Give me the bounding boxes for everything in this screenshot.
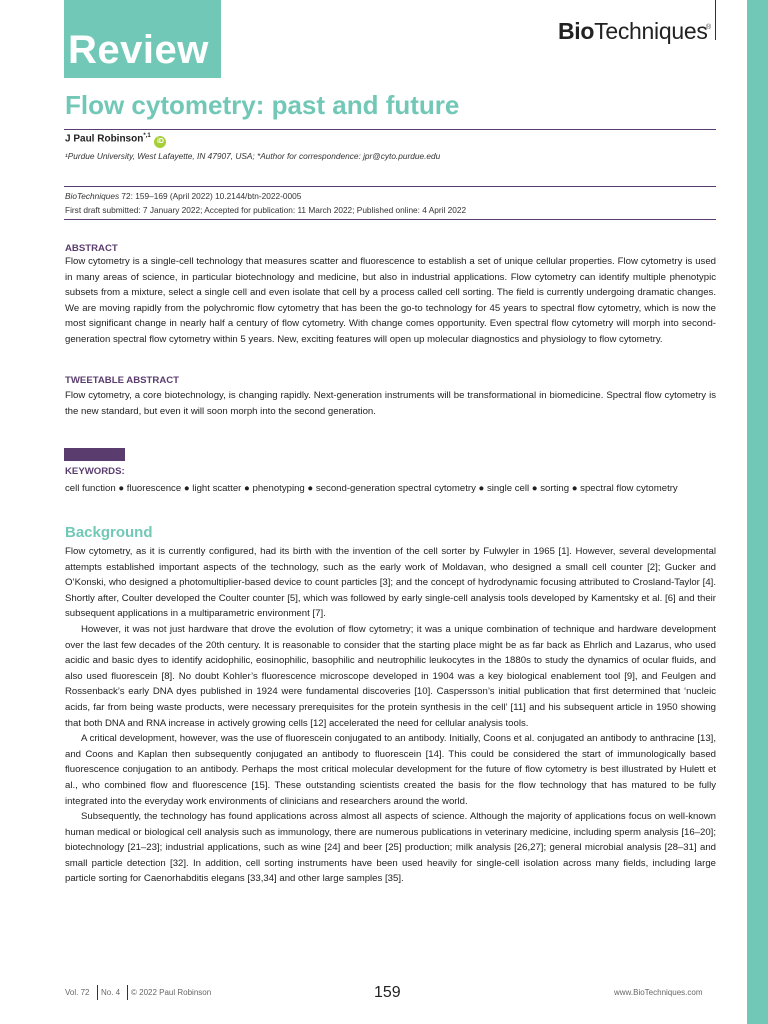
keywords-list: cell function ● fluorescence ● light scatter ● phenotyping ● second-generation spectral cytometry ● single cell ● sorting ● spectral flow cytometry	[65, 483, 678, 494]
author-name: J Paul Robinson	[65, 133, 144, 145]
keywords-heading: KEYWORDS:	[65, 466, 125, 477]
publication-dates: First draft submitted: 7 January 2022; Accepted for publication: 11 March 2022; Published online: 4 April 2022	[65, 205, 467, 215]
orcid-icon[interactable]: iD	[154, 136, 166, 148]
journal-logo-bold: Bio	[558, 18, 595, 44]
abstract-text: Flow cytometry is a single-cell technology that measures scatter and fluorescence to establish a set of unique cellular properties. Flow cytometry is used in many areas of science, in particular biotechnology and medicine, but also in industrial applications. Flow cytometry can identify multiple phenotypic subsets from a mixture, select a single cell and even isolate that cell by a process called cell sorting. The field is currently undergoing dramatic changes. We are moving rapidly from the polychromic flow cytometry that has been the go-to technology for 45 years to spectral flow cytometry, which is now the most significant change in nearly half a century of flow cytometry. With change comes opportunity. Even spectral flow cytometry will morph into second-generation spectral flow cytometry within 5 years. New, exciting features will open up molecular diagnostics and physiology to flow cytometry.	[65, 256, 716, 345]
background-paragraph-1: Flow cytometry, as it is currently configured, had its birth with the invention of the cell sorter by Fulwyler in 1965 [1]. However, several developmental attempts established important aspects of the technology, such as the early work of Moldavan, who designed a small cell counter [2]; Gucker and O’Konski, who designed a photomultiplier-based device to count particles [3]; and the concept of hydrodynamic focusing attributed to Crosland-Taylor [4]. Shortly after, Coulter developed the Coulter counter [5], which was followed by early single-cell analysis tools developed by Kamentsky et al. [6] and their subsequent applications in a multiparametric environment [7].	[65, 546, 716, 620]
background-paragraph-4: Subsequently, the technology has found applications across almost all aspects of science. Although the majority of applications focus on well-known human medical or biological cell analysis such as immunology, there are numerous publications in veterinary medicine, including sperm analysis [16–20]; biotechnology [21–23]; industrial applications, such as wine [24] and beer [25] production; milk analysis [26,27]; general microbial analysis [28–31] and small particle detection [32]. In addition, cell sorting instruments have been used heavily for single-cell isolation across many fields, including large particle sorting for Caenorhabditis elegans [33,34] and other large samples [35].	[65, 811, 716, 885]
accent-side-bar	[747, 0, 768, 1024]
title-rule	[64, 129, 716, 130]
logo-divider	[715, 0, 716, 40]
citation-rule-top	[64, 186, 716, 187]
tweetable-text: Flow cytometry, a core biotechnology, is changing rapidly. Next-generation instruments will be transformational in biomedicine. Spectral flow cytometry is the new standard, but even it will soon morph into the second generation.	[65, 390, 716, 417]
footer-copyright: © 2022 Paul Robinson	[131, 988, 212, 997]
section-label: Review	[68, 28, 209, 72]
footer-website[interactable]: www.BioTechniques.com	[614, 988, 703, 997]
author-line	[65, 133, 166, 148]
citation-journal: BioTechniques	[65, 191, 120, 201]
background-paragraph-2: However, it was not just hardware that drove the evolution of flow cytometry; it was a unique combination of technique and hardware development over the last few decades of the 20th century. It is reasonable to consider that the starting place might be as far back as Ehrlich and Lazarus, who used acidic and basic dyes to identify acidophilic, eosinophilic, basophilic and neutrophilic leukocytes in the 1880s to study the dynamics of ocular fluids, and also used fluorescein [8]. No doubt Kohler’s fluorescence microscope developed in 1904 was a key biological enablement tool [9], and Feulgen and Rossenback’s early DNA dyes published in 1924 were fundamental discoveries [10]. Caspersson’s initial publication that first determined that ‘nucleic acids, far from being waste products, were necessary prerequisites for the protein synthesis in the cell’ [11] and his subsequent article in 1950 showing that both DNA and RNA increase in actively growing cells [12] accelerated the need for cellular analysis tools.	[65, 623, 716, 729]
affiliation: ¹Purdue University, West Lafayette, IN 47907, USA; *Author for correspondence: jpr@cyto.purdue.edu	[65, 151, 441, 161]
abstract-heading: ABSTRACT	[65, 243, 118, 254]
footer-separator	[127, 985, 128, 1000]
article-title: Flow cytometry: past and future	[65, 90, 460, 120]
author-marks: *,1	[143, 133, 151, 139]
keywords-bar	[64, 448, 125, 461]
page-number: 159	[374, 984, 401, 1001]
footer-volume: Vol. 72	[65, 988, 90, 997]
journal-logo-rest: Techniques	[594, 18, 708, 44]
tweetable-heading: TWEETABLE ABSTRACT	[65, 375, 180, 386]
citation-rule-bottom	[64, 219, 716, 220]
footer-separator	[97, 985, 98, 1000]
journal-logo	[558, 18, 708, 45]
background-heading: Background	[65, 524, 153, 541]
citation-line	[65, 191, 301, 201]
registered-mark: ®	[706, 24, 712, 31]
background-body	[65, 544, 716, 887]
citation-details: 72: 159–169 (April 2022) 10.2144/btn-2022-0005	[119, 191, 302, 201]
footer-issue: No. 4	[101, 988, 121, 997]
background-paragraph-3: A critical development, however, was the use of fluorescein conjugated to an antibody. Initially, Coons et al. conjugated an antibody to anthracine [13], and Coons and Kaplan then subsequently conjugated an antibody to fluorescein [14]. This could be considered the start of immunologically based fluorescence conjugation to an antibody. Perhaps the most critical molecular development for the future of flow cytometry is best illustrated by Hulett et al., who combined flow and fluorescence [15]. These outstanding scientists created the basis for the flow technology that has matured to be fully integrated into the everyday work environments of clinicians and researchers around the world.	[65, 733, 716, 807]
